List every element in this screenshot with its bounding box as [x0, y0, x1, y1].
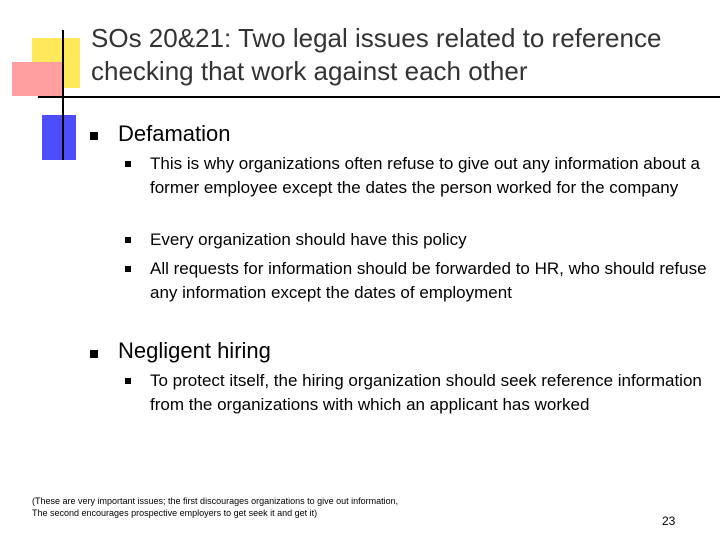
sub-bullet-text: Every organization should have this policy — [150, 230, 467, 249]
footnote-line: The second encourages prospective employers to get seek it and get it) — [32, 508, 318, 518]
page-number: 23 — [662, 514, 676, 528]
footnote-line: (These are very important issues; the first discourages organizations to give out information, — [32, 496, 399, 506]
sub-bullet-text: To protect itself, the hiring organization should seek reference information from the organizations with which an applicant has worked — [150, 371, 702, 414]
slide-title: SOs 20&21: Two legal issues related to reference checking that work against each other — [91, 23, 662, 86]
bullet-square-icon — [125, 378, 131, 384]
decor-vertical-line — [62, 30, 64, 160]
decor-red-square — [12, 62, 62, 96]
decor-horizontal-line — [38, 96, 720, 98]
bullet-defamation: Defamation — [118, 121, 231, 146]
bullet-negligent-hiring: Negligent hiring — [118, 338, 271, 363]
sub-bullet-text: All requests for information should be forwarded to HR, who should refuse any information except the dates of employment — [150, 259, 707, 302]
bullet-square-icon — [90, 350, 98, 358]
sub-bullet-text: This is why organizations often refuse to give out any information about a former employee except the dates the person worked for the company — [150, 154, 700, 197]
footnote — [32, 495, 472, 519]
decor-blue-square — [42, 115, 76, 160]
bullet-square-icon — [125, 266, 131, 272]
bullet-square-icon — [125, 161, 131, 167]
bullet-square-icon — [90, 132, 98, 140]
bullet-square-icon — [125, 237, 131, 243]
